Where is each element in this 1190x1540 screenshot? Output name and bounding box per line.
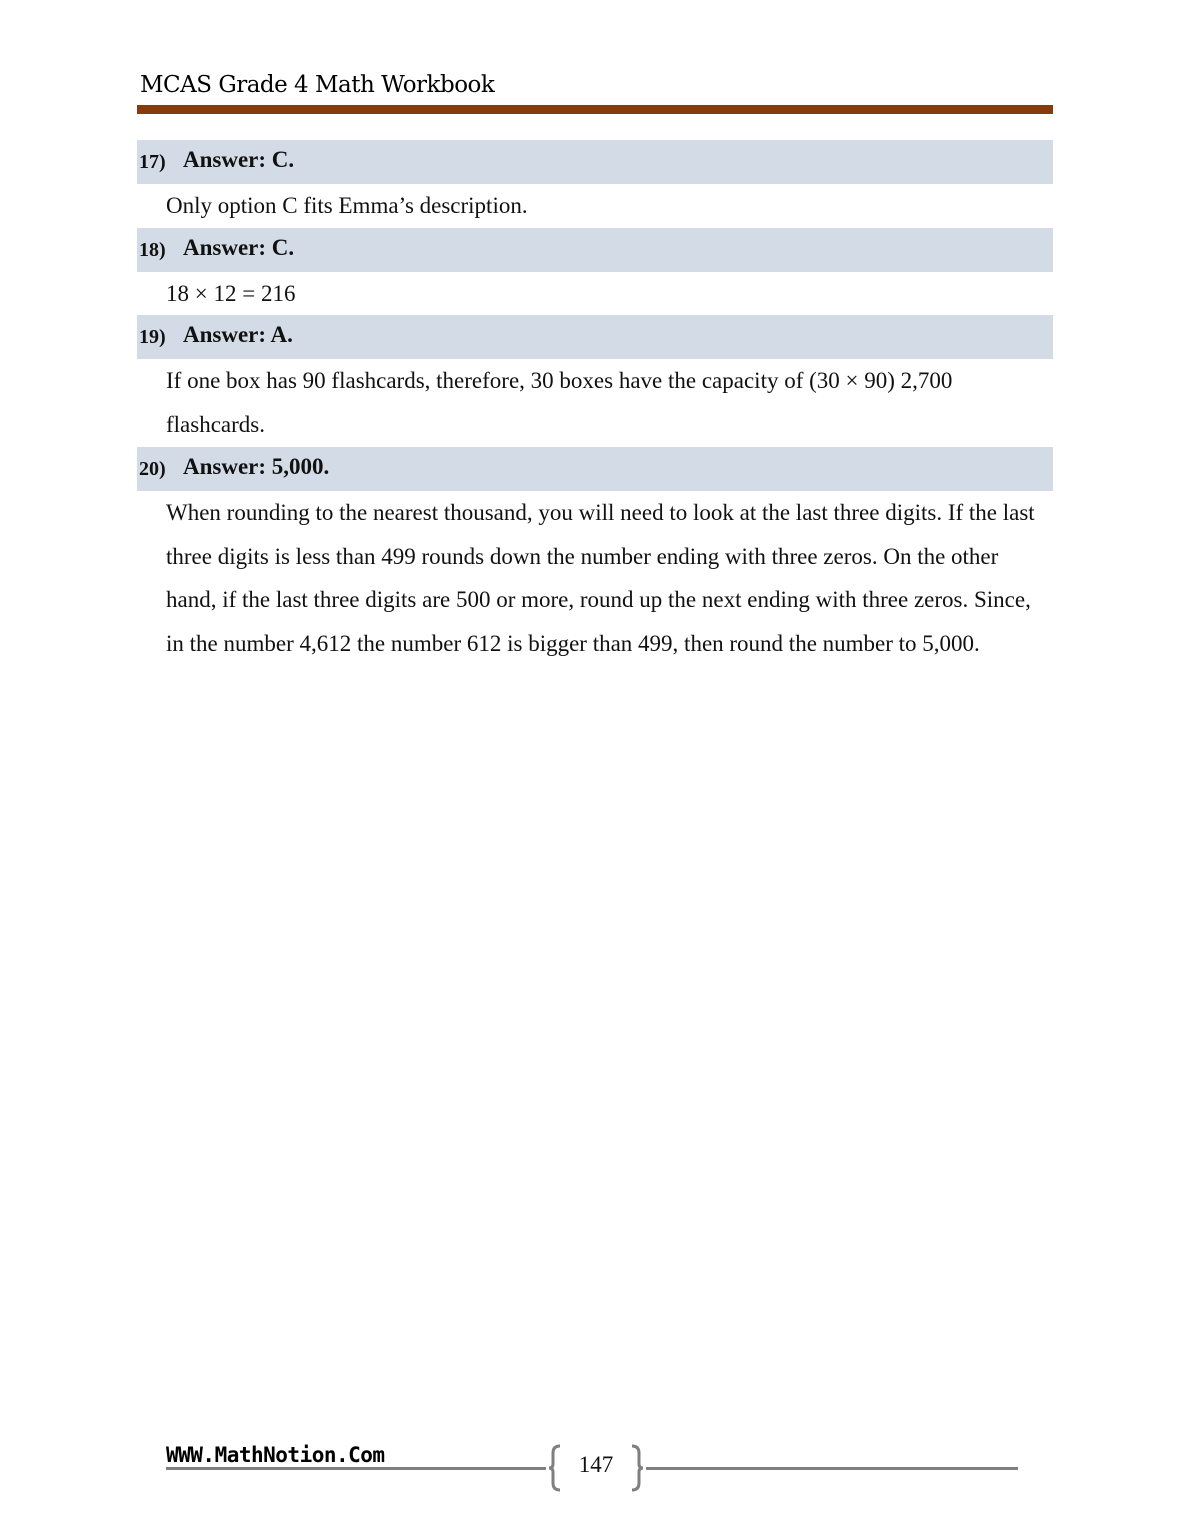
- answer-item-17: [137, 140, 1053, 228]
- answer-label: Answer: 5,000.: [183, 453, 330, 479]
- answer-heading: [137, 140, 1053, 184]
- page-number: 147: [578, 1452, 614, 1477]
- answer-explanation: When rounding to the nearest thousand, you will need to look at the last three digits. If the last three digits is less than 499 rounds down the number ending with three zeros. On the other hand, if the last three digits are 500 or more, round up the next ending with three zeros. Since, in the number 4,612 the number 612 is bigger than 499, then round the number to 5,000.: [166, 499, 1035, 656]
- answer-explanation: Only option C fits Emma’s description.: [166, 193, 528, 218]
- answer-label: Answer: C.: [183, 234, 295, 260]
- left-brace-icon: [546, 1444, 564, 1492]
- answer-heading: [137, 447, 1053, 491]
- answer-number: 17): [139, 151, 166, 173]
- answer-heading: [137, 228, 1053, 272]
- footer-site: WWW.MathNotion.Com: [166, 1443, 385, 1467]
- right-brace-icon: [628, 1444, 646, 1492]
- answer-item-19: [137, 315, 1053, 446]
- footer-rule-right: [646, 1467, 1018, 1470]
- answer-item-18: [137, 228, 1053, 316]
- answer-label: Answer: A.: [183, 322, 293, 348]
- header-rule: [137, 105, 1053, 114]
- answer-number: 18): [139, 238, 166, 261]
- answer-heading: [137, 315, 1053, 359]
- answer-list: [137, 140, 1053, 666]
- answer-number: 20): [139, 457, 166, 480]
- answer-explanation: 18 × 12 = 216: [166, 280, 296, 306]
- answer-item-20: [137, 447, 1053, 666]
- answer-label: Answer: C.: [183, 147, 295, 172]
- answer-number: 19): [139, 326, 166, 349]
- page-header-title: MCAS Grade 4 Math Workbook: [140, 72, 495, 98]
- footer-rule-left: [166, 1467, 546, 1470]
- answer-explanation: If one box has 90 flashcards, therefore, 30 boxes have the capacity of (30 × 90) 2,700 flashcards.: [166, 368, 953, 438]
